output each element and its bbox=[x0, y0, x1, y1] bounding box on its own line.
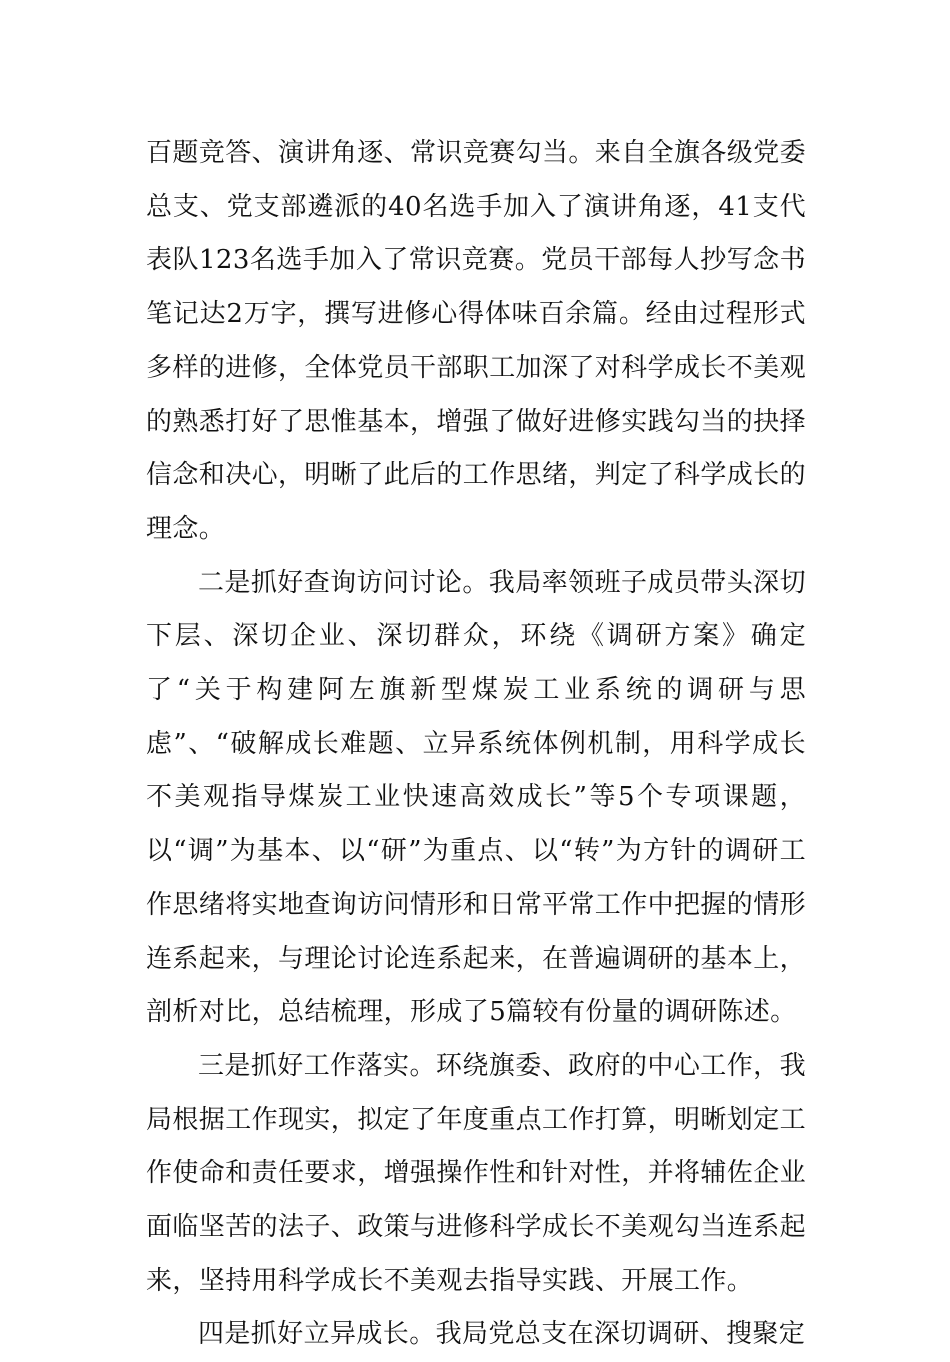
paragraph-research: 二是抓好查询访问讨论。我局率领班子成员带头深切下层、深切企业、深切群众，环绕《调研方案》确定了“关于构建阿左旗新型煤炭工业系统的调研与思虑”、“破解成长难题、立异系统体例机制，用科学成长不美观指导煤炭工业快速高效成长”等5个专项课题，以“调”为基本、以“研”为重点、以“转”为方针的调研工作思绪将实地查询访问情形和日常平常工作中把握的情形连系起来，与理论讨论连系起来，在普遍调研的基本上，剖析对比，总结梳理，形成了5篇较有份量的调研陈述。 bbox=[146, 567, 807, 1028]
paragraph-innovation: 四是抓好立异成长。我局党总支在深切调研、搜聚定 bbox=[198, 1319, 806, 1350]
document-body bbox=[146, 127, 806, 1362]
paragraph-implementation: 三是抓好工作落实。环绕旗委、政府的中心工作，我局根据工作现实，拟定了年度重点工作打算，明晰划定工作使命和责任要求，增强操作性和针对性，并将辅佐企业面临坚苦的法子、政策与进修科学成长不美观勾当连系起来，坚持用科学成长不美观去指导实践、开展工作。 bbox=[146, 1050, 807, 1296]
paragraph-continuation: 百题竞答、演讲角逐、常识竞赛勾当。来自全旗各级党委总支、党支部遴派的40名选手加入了演讲角逐，41支代表队123名选手加入了常识竞赛。党员干部每人抄写念书笔记达2万字，撰写进修心得体味百余篇。经由过程形式多样的进修，全体党员干部职工加深了对科学成长不美观的熟悉打好了思惟基本，增强了做好进修实践勾当的抉择信念和决心，明晰了此后的工作思绪，判定了科学成长的理念。 bbox=[146, 138, 807, 544]
